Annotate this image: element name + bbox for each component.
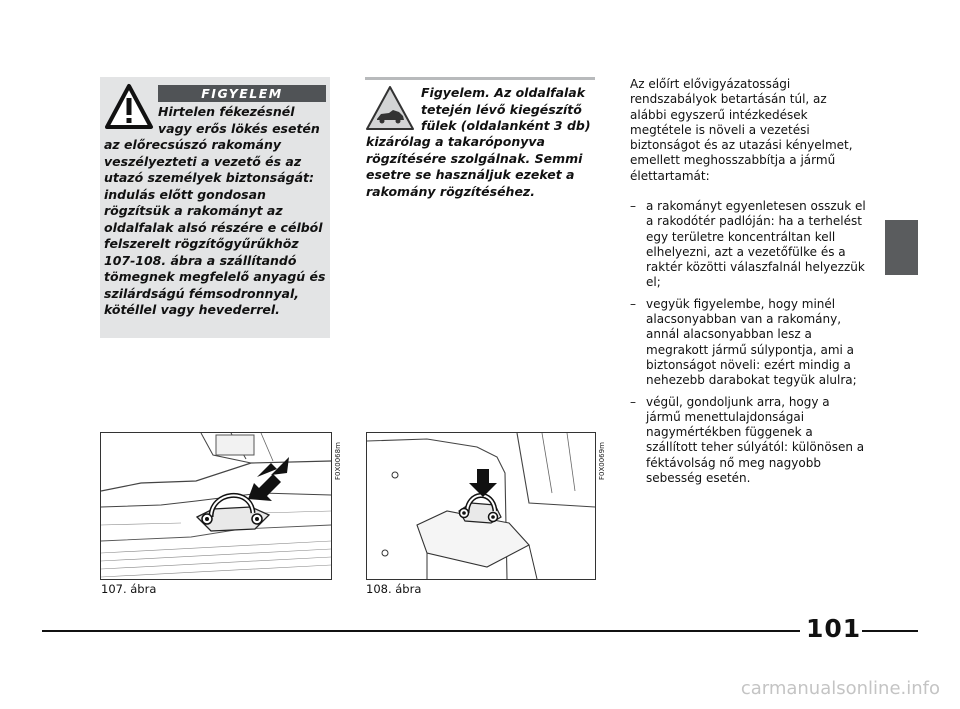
list-item-text: végül, gondoljunk arra, hogy a jármű menettulajdonságai nagymértékben függenek a szállított teher súlyától: különösen a féktávolság nő meg nagyobb sebesség esetén.: [646, 394, 865, 486]
list-item-text: vegyük figyelembe, hogy minél alacsonyabban van a rakomány, annál alacsonyabban lesz a megrakott jármű súlypontja, ami a biztonságot növeli: ezért mindig a nehezebb darabokat tegyük alulra;: [646, 296, 857, 388]
warning-text-intro: Hirtelen fékezésnél vagy erős lökés esetén: [158, 104, 320, 136]
footer-rule-right: [862, 630, 918, 632]
bullet-dash: –: [630, 394, 636, 409]
warning-triangle-icon: [104, 83, 154, 130]
warning-label: FIGYELEM: [158, 85, 326, 102]
cargo-floor-ring-drawing: [101, 433, 331, 579]
advice-list: [630, 199, 866, 492]
side-wall-ring-drawing: [367, 433, 595, 579]
caution-top-rule: [365, 77, 595, 80]
figure-108-caption: 108. ábra: [366, 582, 422, 596]
warning-text-body: az előrecsúszó rakomány veszélyezteti a vezető és az utazó személyek biztonságát: indulás előtt gondosan rögzítsük a rakományt az oldalfalak alsó részére e célból felszerelt rögzítőgyűrűkhöz 107-108. ábra a szállítandó tömegnek megfelelő anyagú és szilárdságú fémsodronnyal, kötéllel vagy hevederrel.: [104, 137, 326, 317]
figure-108-code: F0X0069m: [598, 442, 606, 480]
list-item: [630, 297, 866, 389]
bullet-dash: –: [630, 199, 636, 213]
figure-108-illustration: [366, 432, 596, 580]
list-item: [630, 395, 866, 487]
figure-107-code: F0X0068m: [334, 442, 342, 480]
footer-rule-left: [42, 630, 800, 632]
list-item: [630, 199, 866, 291]
caution-car-icon: [365, 85, 415, 131]
page-number: 101: [806, 614, 862, 643]
figure-107-illustration: [100, 432, 332, 580]
section-tab: [885, 220, 918, 275]
figure-107-caption: 107. ábra: [101, 582, 157, 596]
bullet-dash: –: [630, 296, 636, 311]
caution-text-intro: Figyelem. Az oldalfalak tetején lévő kiegészítő fülek (oldalanként 3 db): [421, 85, 591, 133]
list-item-text: a rakományt egyenletesen osszuk el a rakodótér padlóján: ha a terhelést egy területre koncentráltan kell elhelyezni, azt a vezetőfülke és a raktér közötti válaszfalnál helyezzük el;: [646, 199, 866, 290]
caution-text-body: kizárólag a takaróponyva rögzítésére szolgálnak. Semmi esetre se használjuk ezeket a rakomány rögzítéséhez.: [366, 134, 583, 199]
watermark: carmanualsonline.info: [740, 678, 940, 699]
intro-paragraph: Az előírt elővigyázatossági rendszabályok betartásán túl, az alábbi egyszerű intézkedések megtétele is növeli a vezetési biztonságot és az utazási kényelmet, emellett meghosszabbítja a jármű élettartamát:: [630, 77, 853, 183]
